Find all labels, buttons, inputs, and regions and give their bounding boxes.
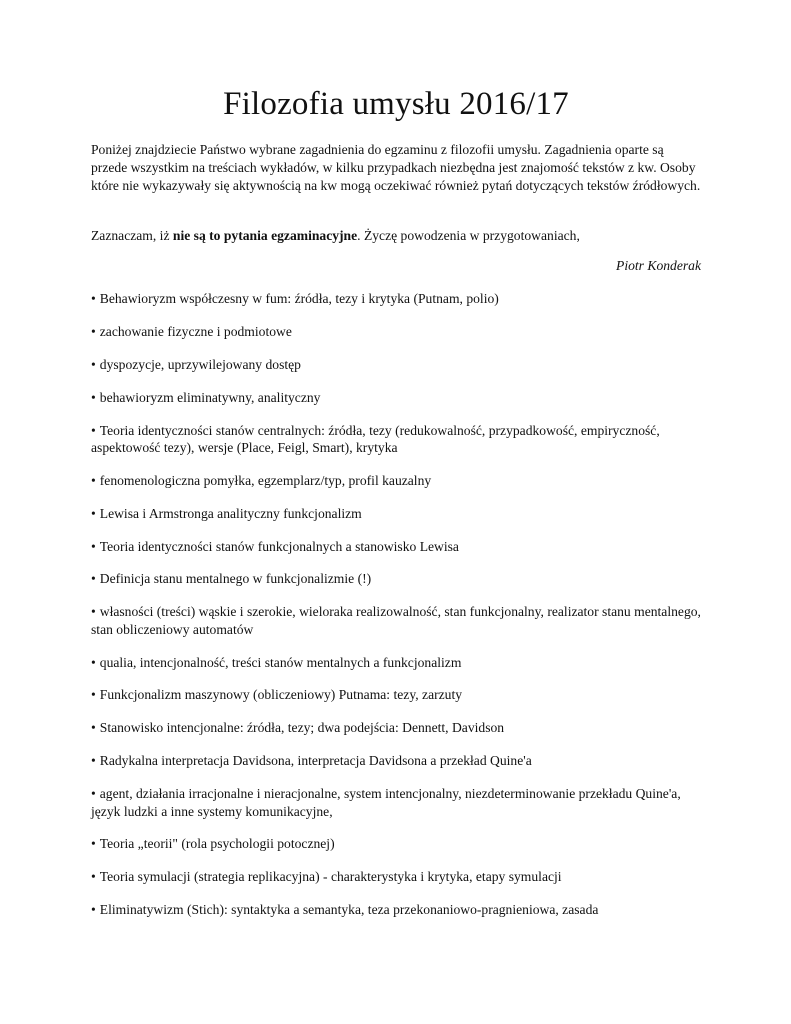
bullet-icon: • [91,571,96,587]
topic-text: Definicja stanu mentalnego w funkcjonalizmie (!) [99,571,372,587]
topic-text: Funkcjonalizm maszynowy (obliczeniowy) Putnama: tezy, zarzuty [99,687,463,703]
notice-prefix: Zaznaczam, iż [91,228,173,243]
topic-text: Teoria „teorii" (rola psychologii potocznej) [99,836,335,852]
topic-item [91,868,703,886]
topic-text: Stanowisko intencjonalne: źródła, tezy; dwa podejścia: Dennett, Davidson [99,720,505,736]
bullet-icon: • [91,687,96,703]
topic-item [91,835,703,853]
topic-item [91,389,703,407]
topic-text: behawioryzm eliminatywny, analityczny [99,389,321,405]
topic-text: fenomenologiczna pomyłka, egzemplarz/typ, profil kauzalny [99,472,432,488]
topic-item [91,785,703,821]
topic-item [91,901,703,919]
bullet-icon: • [91,786,96,802]
topic-text: Eliminatywizm (Stich): syntaktyka a semantyka, teza przekonaniowo-pragnieniowa, zasada [99,902,599,918]
topic-item [91,538,703,556]
topic-item [91,505,703,523]
bullet-icon: • [91,720,96,736]
bullet-icon: • [91,902,96,918]
notice-paragraph [91,227,701,245]
topic-text: Teoria identyczności stanów centralnych: źródła, tezy (redukowalność, przypadkowość, empiryczność, aspektowość tezy), wersje (Place, Feigl, Smart), krytyka [91,422,660,456]
topic-item [91,570,703,588]
bullet-icon: • [91,836,96,852]
topic-text: dyspozycje, uprzywilejowany dostęp [99,356,301,372]
bullet-icon: • [91,389,96,405]
topic-text: zachowanie fizyczne i podmiotowe [99,323,292,339]
topic-item [91,603,703,639]
bullet-icon: • [91,323,96,339]
bullet-icon: • [91,291,96,306]
topic-text: Behawioryzm współczesny w fum: źródła, tezy i krytyka (Putnam, polio) [99,291,499,306]
signature: Piotr Konderak [616,258,701,273]
notice-suffix: . Życzę powodzenia w przygotowaniach, [357,228,580,243]
topic-item [91,686,703,704]
notice-bold: nie są to pytania egzaminacyjne [172,228,358,243]
topics-list [91,290,703,934]
document-title: Filozofia umysłu 2016/17 [223,86,569,122]
topic-item [91,290,703,308]
topic-item [91,654,703,672]
bullet-icon: • [91,753,96,769]
topic-text: qualia, intencjonalność, treści stanów mentalnych a funkcjonalizm [99,654,462,670]
topic-item [91,719,703,737]
topic-text: własności (treści) wąskie i szerokie, wieloraka realizowalność, stan funkcjonalny, realizator stanu mentalnego, stan obliczeniowy automatów [91,604,701,638]
topic-item [91,752,703,770]
bullet-icon: • [91,356,96,372]
bullet-icon: • [91,604,96,620]
topic-item [91,422,703,458]
topic-text: Lewisa i Armstronga analityczny funkcjonalizm [99,505,362,521]
topic-item [91,472,703,490]
bullet-icon: • [91,654,96,670]
bullet-icon: • [91,505,96,521]
topic-text: Teoria identyczności stanów funkcjonalnych a stanowisko Lewisa [99,538,459,554]
topic-text: agent, działania irracjonalne i nieracjonalne, system intencjonalny, niezdeterminowanie przekładu Quine'a, język ludzki a inne systemy komunikacyjne, [91,786,681,819]
bullet-icon: • [91,538,96,554]
intro-paragraph: Poniżej znajdziecie Państwo wybrane zagadnienia do egzaminu z filozofii umysłu. Zagadnienia oparte są przede wszystkim na treściach wykładów, w kilku przypadkach niezbędna jest znajomość tekstów z kw. Osoby które nie wykazywały się aktywnością na kw mogą oczekiwać również pytań dotyczących tekstów źródłowych. [91,142,701,193]
topic-item [91,356,703,374]
bullet-icon: • [91,869,96,885]
topic-text: Radykalna interpretacja Davidsona, interpretacja Davidsona a przekład Quine'a [99,753,532,769]
bullet-icon: • [91,472,96,488]
topic-text: Teoria symulacji (strategia replikacyjna) - charakterystyka i krytyka, etapy symulacji [99,869,562,885]
bullet-icon: • [91,422,96,438]
topic-item [91,323,703,341]
